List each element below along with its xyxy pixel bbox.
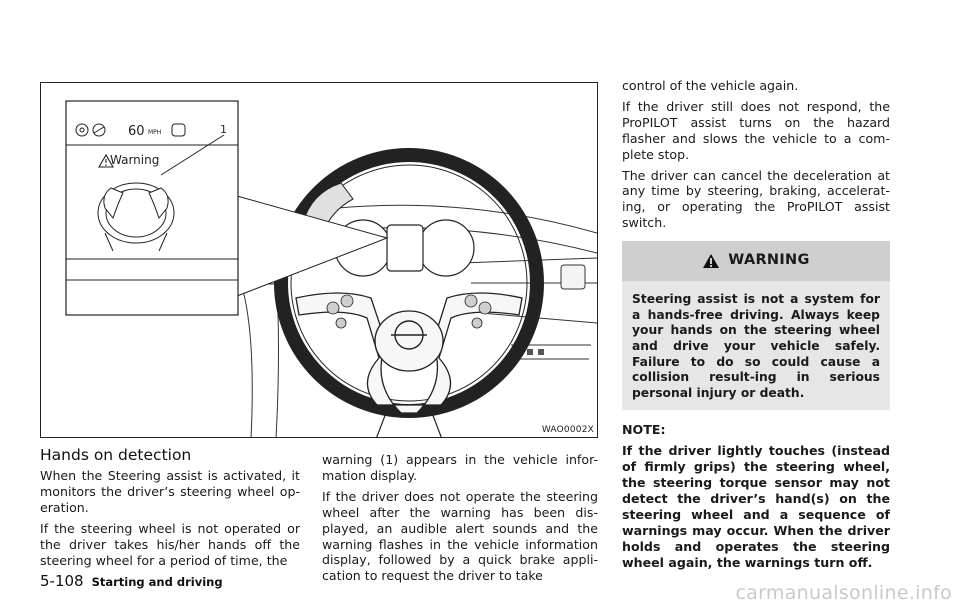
section-heading: Hands on detection xyxy=(40,446,192,464)
note-title: NOTE: xyxy=(622,422,666,438)
callout-number: 1 xyxy=(220,123,227,136)
middle-column xyxy=(322,452,598,589)
paragraph: If the driver does not operate the steering wheel after the warning has been dis-played, an audible alert sounds and the warning flashes in the vehicle information display, followed by a quick brake appli-cation to request the driver to take xyxy=(322,488,598,584)
page-number: 5-108 xyxy=(40,572,84,590)
figure-code: WAO0002X xyxy=(541,425,594,435)
warning-title: WARNING xyxy=(728,252,810,269)
warning-box-header xyxy=(622,241,890,281)
note-body: If the driver lightly touches (instead of firmly grips) the steering wheel, the steering torque sensor may not detect the driver’s hand(s) on the steering wheel and a sequence of warnings may occur. When the driver holds and operates the steering wheel again, the warnings turn off. xyxy=(622,443,890,570)
inset-speed-unit: MPH xyxy=(148,129,162,136)
paragraph: The driver can cancel the deceleration at any time by steering, braking, accelerat-ing, or operating the ProPILOT assist switch. xyxy=(622,167,890,231)
left-column xyxy=(40,468,300,573)
paragraph: warning (1) appears in the vehicle infor-mation display. xyxy=(322,452,598,483)
paragraph: If the driver still does not respond, the ProPILOT assist turns on the hazard flasher and slows the vehicle to a com-plete stop. xyxy=(622,98,890,162)
page-footer xyxy=(40,572,223,590)
paragraph: control of the vehicle again. xyxy=(622,78,799,93)
inset-speed-value: 60 xyxy=(128,124,145,139)
paragraph: If the steering wheel is not operated or the driver takes his/her hands off the steering wheel for a period of time, the xyxy=(40,520,300,568)
paragraph: When the Steering assist is activated, it monitors the driver’s steering wheel op-eration. xyxy=(40,468,300,515)
illustration-drawing xyxy=(41,83,598,438)
chapter-title: Starting and driving xyxy=(91,575,223,589)
right-column xyxy=(622,78,890,575)
inset-warning-label: Warning xyxy=(110,153,160,167)
warning-body: Steering assist is not a system for a hands-free driving. Always keep your hands on the steering wheel and drive your vehicle safely. Failure to do so could cause a collision result-ing in serious personal injury or death. xyxy=(622,281,890,410)
warning-triangle-icon xyxy=(702,253,720,269)
steering-wheel-illustration xyxy=(40,82,598,438)
watermark: carmanualsonline.info xyxy=(735,582,952,604)
